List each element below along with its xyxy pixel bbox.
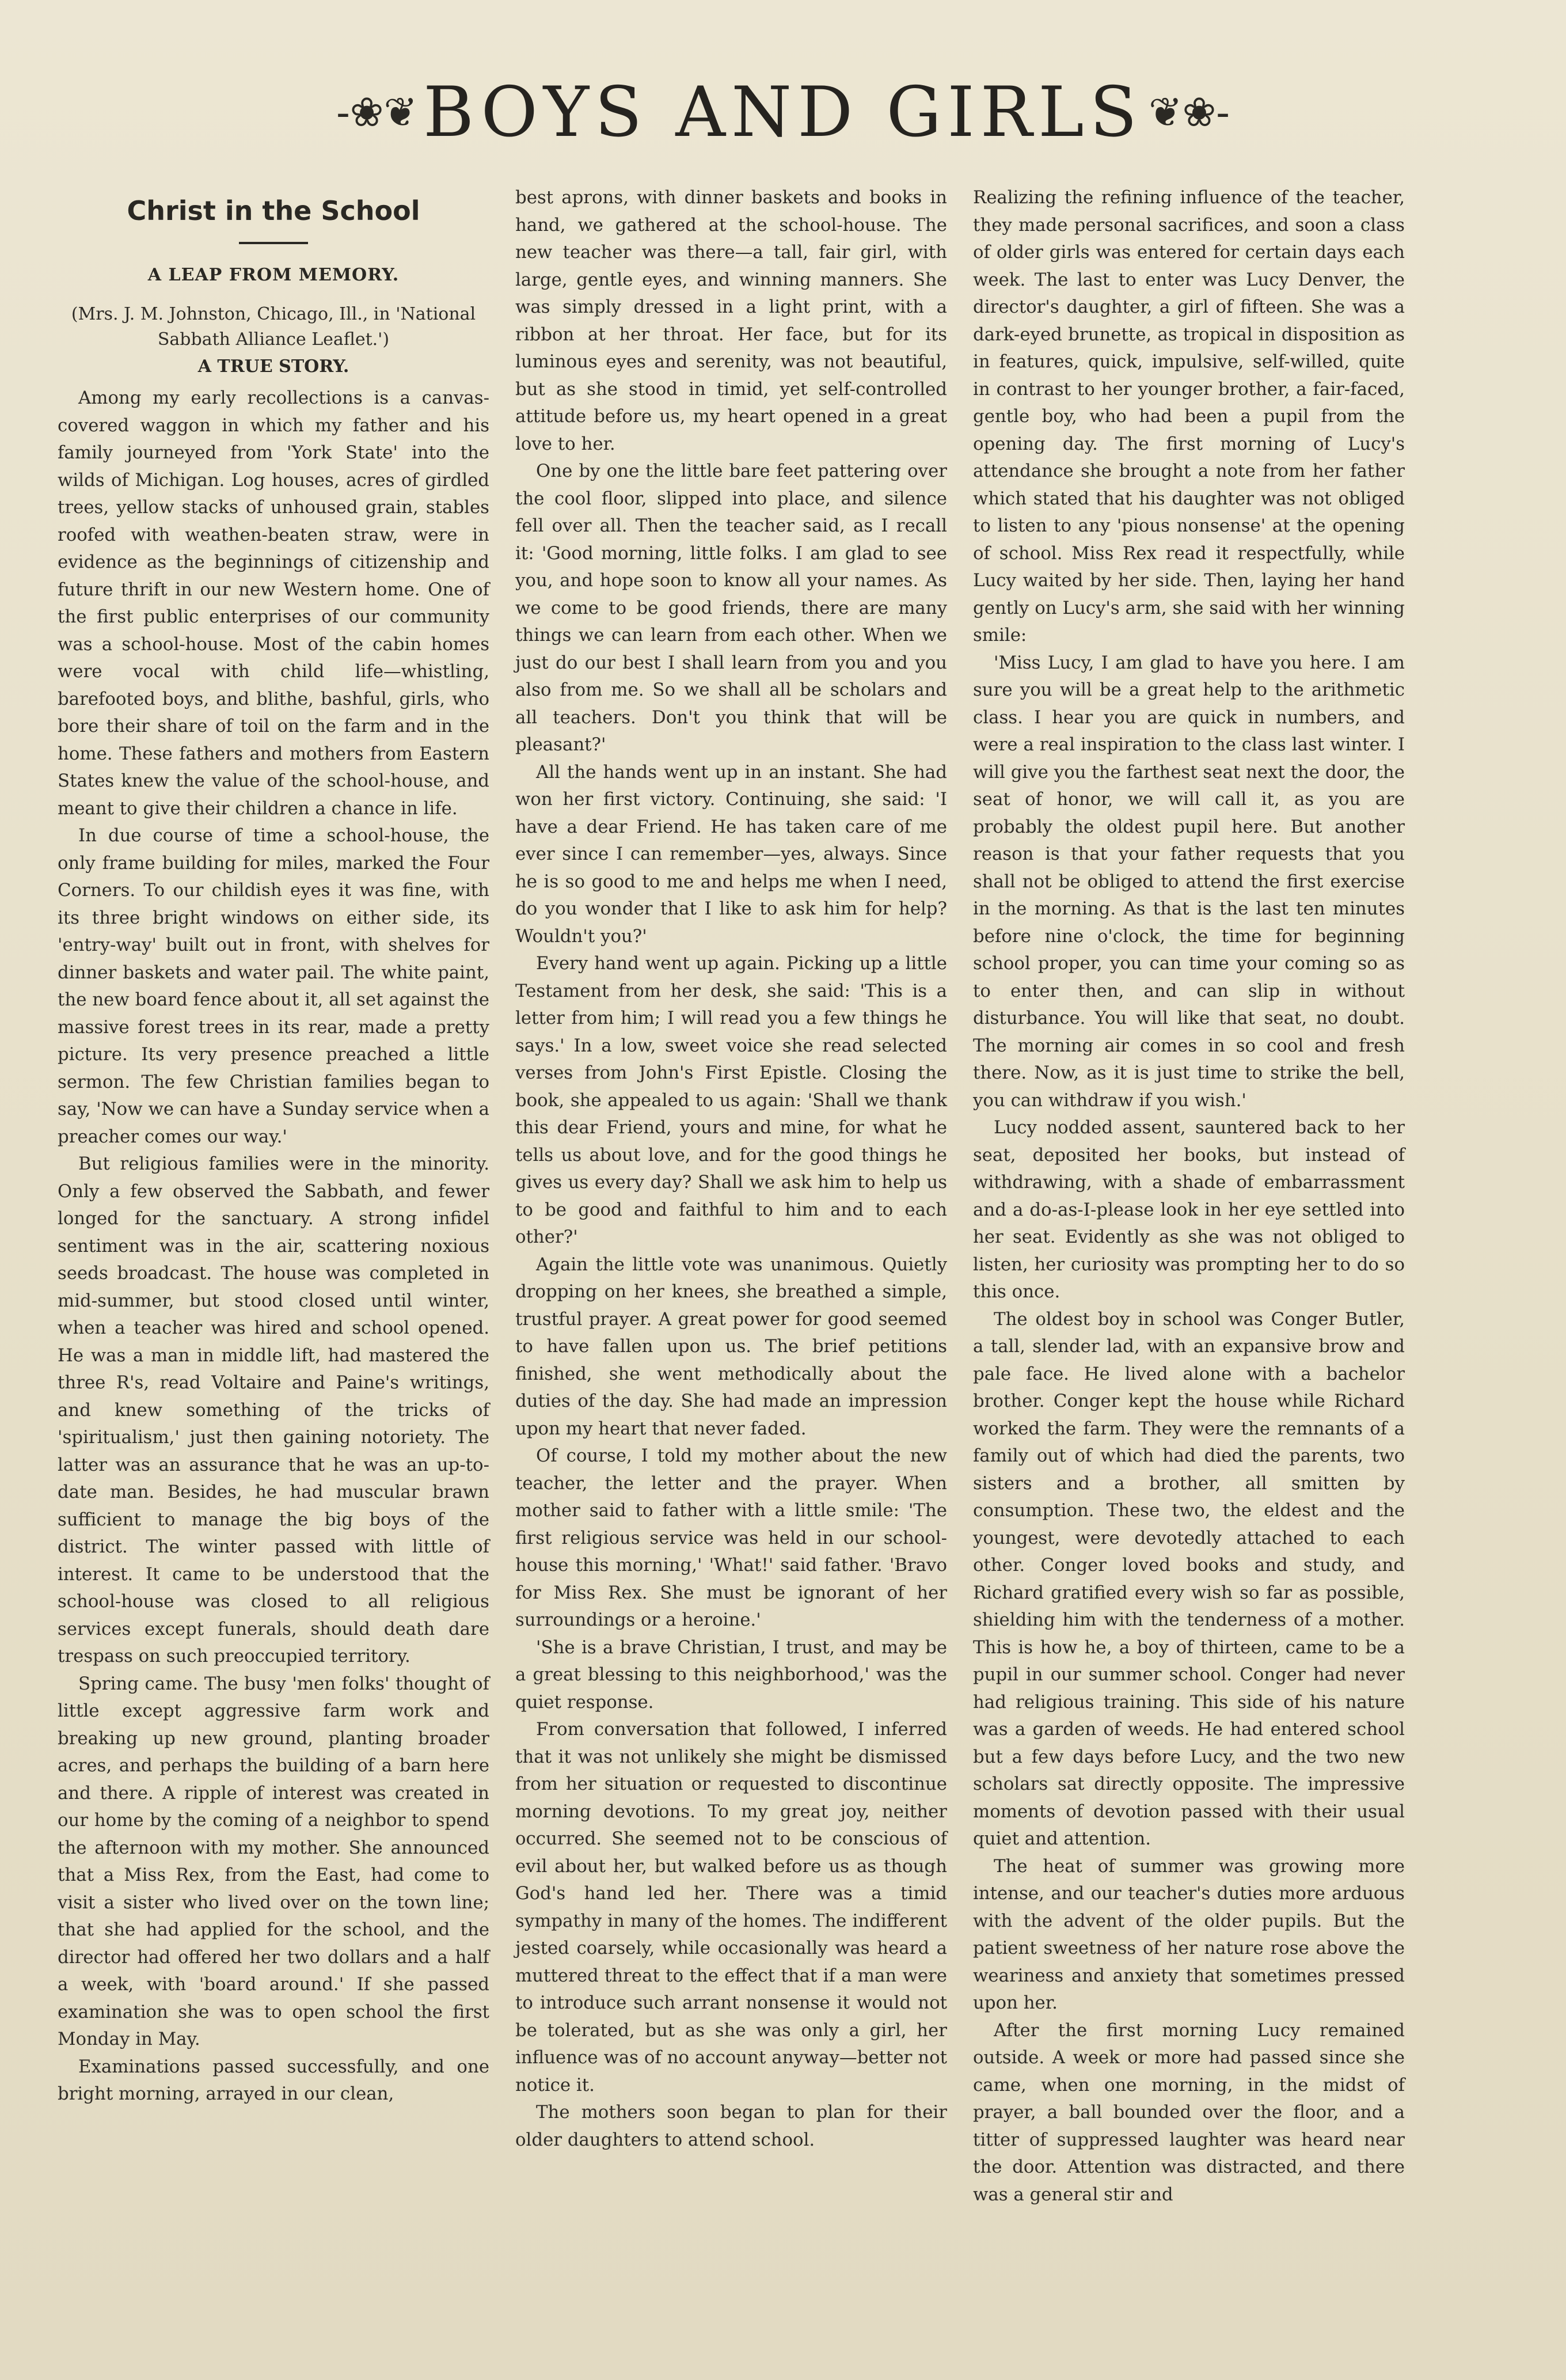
paragraph: 'Miss Lucy, I am glad to have you here. I am sure you will be a great help to the arithmetic class. I hear you are quick in numbers, and were a real inspiration to the class last winter. I will give you the farthest seat next the door, the seat of honor, we will call it, as you are probably the oldest pupil here. But another reason is that your father requests that you shall not be obliged to attend the first exercise in the morning. As that is the last ten minutes before nine o'clock, the time for beginning school proper, you can time your coming so as to enter then, and can slip in without disturbance. You will like that seat, no doubt. The morning air comes in so cool and fresh there. Now, as it is just time to strike the bell, you can withdraw if you wish.'	[973, 652, 1405, 1111]
paragraph: Spring came. The busy 'men folks' thought of little except aggressive farm work and breaking up new ground, planting broader acres, and perhaps the building of a barn here and there. A ripple of interest was created in our home by the coming of a neighbor to spend the afternoon with my mother. She announced that a Miss Rex, from the East, had come to visit a sister who lived over on the town line; that she had applied for the school, and the director had offered her two dollars and a half a week, with 'board around.' If she passed examination she was to open school the first Monday in May.	[58, 1673, 489, 2049]
paragraph: All the hands went up in an instant. She had won her first victory. Continuing, she said: 'I have a dear Friend. He has taken care of me ever since I can remember—yes, always. Since he is so good to me and helps me when I need, do you wonder that I like to ask him for help? Wouldn't you?'	[515, 761, 947, 947]
paragraph: Of course, I told my mother about the new teacher, the letter and the prayer. When mother said to father with a little smile: 'The first religious service was held in our school-house this morning,' 'What!' said father. 'Bravo for Miss Rex. She must be ignorant of her surroundings or a heroine.'	[515, 1445, 947, 1630]
paragraph: From conversation that followed, I inferred that it was not unlikely she might be dismissed from her situation or requested to discontinue morning devotions. To my great joy, neither occurred. She seemed not to be conscious of evil about her, but walked before us as though God's hand led her. There was a timid sympathy in many of the homes. The indifferent jested coarsely, while occasionally was heard a muttered threat to the effect that if a man were to introduce such arrant nonsense it would not be tolerated, but as she was only a girl, her influence was of no account anyway—better not notice it.	[515, 1719, 947, 2096]
paragraph: Realizing the refining influence of the teacher, they made personal sacrifices, and soon a class of older girls was entered for certain days each week. The last to enter was Lucy Denver, the director's daughter, a girl of fifteen. She was a dark-eyed brunette, as tropical in disposition as in features, quick, impulsive, self-willed, quite in contrast to her younger brother, a fair-faced, gentle boy, who had been a pupil from the opening day. The first morning of Lucy's attendance she brought a note from her father which stated that his daughter was not obliged to listen to any 'pious nonsense' at the opening of school. Miss Rex read it respectfully, while Lucy waited by her side. Then, laying her hand gently on Lucy's arm, she said with her winning smile:	[973, 187, 1405, 646]
paragraph: Examinations passed successfully, and one bright morning, arrayed in our clean,	[58, 2056, 489, 2104]
right-ornament-icon: ❦❀-	[1148, 89, 1230, 136]
article-title: Christ in the School	[127, 195, 420, 226]
story-label: A TRUE STORY.	[197, 356, 349, 377]
paragraph: But religious families were in the minority. Only a few observed the Sabbath, and fewer longed for the sanctuary. A strong infidel sentiment was in the air, scattering noxious seeds broadcast. The house was completed in mid-summer, but stood closed until winter, when a teacher was hired and school opened. He was a man in middle lift, had mastered the three R's, read Voltaire and Paine's writings, and knew something of the tricks of 'spiritualism,' just then gaining notoriety. The latter was an assurance that he was an up-to-date man. Besides, he had muscular brawn sufficient to manage the big boys of the district. The winter passed with little of interest. It came to be understood that the school-house was closed to all religious services except funerals, should death dare trespass on such preoccupied territory.	[58, 1153, 489, 1667]
section-masthead	[0, 69, 1566, 155]
paragraph: Among my early recollections is a canvas-covered waggon in which my father and his family journeyed from 'York State' into the wilds of Michigan. Log houses, acres of girdled trees, yellow stacks of unhoused grain, stables roofed with weathen-beaten straw, were in evidence as the beginnings of citizenship and future thrift in our new Western home. One of the first public enterprises of our community was a school-house. Most of the cabin homes were vocal with child life—whistling, barefooted boys, and blithe, bashful, girls, who bore their share of toil on the farm and in the home. These fathers and mothers from Eastern States knew the value of the school-house, and meant to give their children a chance in life.	[58, 388, 489, 819]
column-2	[515, 184, 947, 2344]
paragraph: 'She is a brave Christian, I trust, and may be a great blessing to this neighborhood,' was the quiet response.	[515, 1637, 947, 1713]
paragraph: The oldest boy in school was Conger Butler, a tall, slender lad, with an expansive brow and pale face. He lived alone with a bachelor brother. Conger kept the house while Richard worked the farm. They were the remnants of a family out of which had died the parents, two sisters and a brother, all smitten by consumption. These two, the eldest and the youngest, were devotedly attached to each other. Conger loved books and study, and Richard gratified every wish so far as possible, shielding him with the tenderness of a mother. This is how he, a boy of thirteen, came to be a pupil in our summer school. Conger had never had religious training. This side of his nature was a garden of weeds. He had entered school but a few days before Lucy, and the two new scholars sat directly opposite. The impressive moments of devotion passed with their usual quiet and attention.	[973, 1308, 1405, 1849]
column-1	[58, 184, 489, 2344]
title-rule	[239, 242, 308, 244]
paragraph: In due course of time a school-house, the only frame building for miles, marked the Four Corners. To our childish eyes it was fine, with its three bright windows on either side, its 'entry-way' built out in front, with shelves for dinner baskets and water pail. The white paint, the new board fence about it, all set against the massive forest trees in its rear, made a pretty picture. Its very presence preached a little sermon. The few Christian families began to say, 'Now we can have a Sunday service when a preacher comes our way.'	[58, 825, 489, 1147]
paragraph: The heat of summer was growing more intense, and our teacher's duties more arduous with the advent of the older pupils. But the patient sweetness of her nature rose above the weariness and anxiety that sometimes pressed upon her.	[973, 1855, 1405, 2013]
article-subtitle: A LEAP FROM MEMORY.	[147, 265, 400, 285]
left-ornament-icon: -❀❦	[336, 89, 418, 136]
paragraph: The mothers soon began to plan for their older daughters to attend school.	[515, 2102, 947, 2150]
column-3	[973, 184, 1405, 2344]
paragraph: Lucy nodded assent, sauntered back to her seat, deposited her books, but instead of withdrawing, with a shade of embarrassment and a do-as-I-please look in her eye settled into her seat. Evidently as she was not obliged to listen, her curiosity was prompting her to do so this once.	[973, 1117, 1405, 1302]
paragraph: After the first morning Lucy remained outside. A week or more had passed since she came, when one morning, in the midst of prayer, a ball bounded over the floor, and a titter of suppressed laughter was heard near the door. Attention was distracted, and there was a general stir and	[973, 2020, 1405, 2205]
paragraph: Again the little vote was unanimous. Quietly dropping on her knees, she breathed a simple, trustful prayer. A great power for good seemed to have fallen upon us. The brief petitions finished, she went methodically about the duties of the day. She had made an impression upon my heart that never faded.	[515, 1254, 947, 1439]
paragraph: best aprons, with dinner baskets and books in hand, we gathered at the school-house. The new teacher was there—a tall, fair girl, with large, gentle eyes, and winning manners. She was simply dressed in a light print, with a ribbon at her throat. Her face, but for its luminous eyes and serenity, was not beautiful, but as she stood in timid, yet self-controlled attitude before us, my heart opened in a great love to her.	[515, 187, 947, 454]
article-byline: (Mrs. J. M. Johnston, Chicago, Ill., in 'National Sabbath Alliance Leaflet.')	[71, 304, 476, 350]
paragraph: One by one the little bare feet pattering over the cool floor, slipped into place, and silence fell over all. Then the teacher said, as I recall it: 'Good morning, little folks. I am glad to see you, and hope soon to know all your names. As we come to be good friends, there are many things we can learn from each other. When we just do our best I shall learn from you and you also from me. So we shall all be scholars and all teachers. Don't you think that will be pleasant?'	[515, 461, 947, 755]
paragraph: Every hand went up again. Picking up a little Testament from her desk, she said: 'This is a letter from him; I will read you a few things he says.' In a low, sweet voice she read selected verses from John's First Epistle. Closing the book, she appealed to us again: 'Shall we thank this dear Friend, yours and mine, for what he tells us about love, and for the good things he gives us every day? Shall we ask him to help us to be good and faithful to him and to each other?'	[515, 953, 947, 1247]
section-title: BOYS AND GIRLS	[423, 72, 1143, 153]
article-columns	[58, 184, 1405, 2344]
